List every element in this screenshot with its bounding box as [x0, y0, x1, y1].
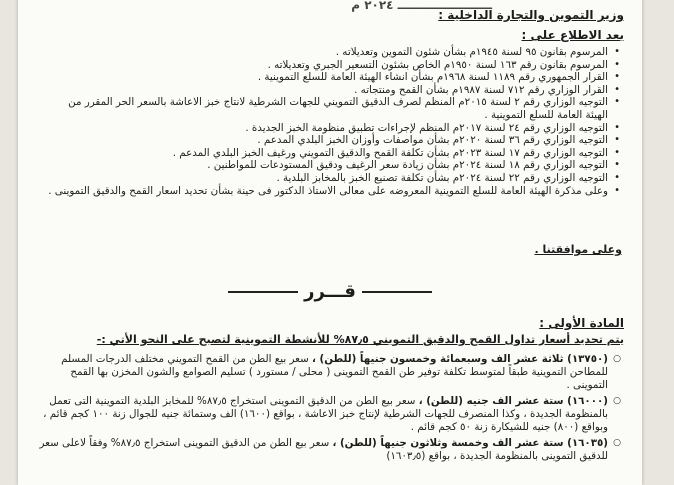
- decision-rule-right: [362, 291, 432, 293]
- reference-item: • القرار الوزاري رقم ٧١٢ لسنة ١٩٨٧م بشأن القمح ومنتجاته .: [48, 84, 608, 97]
- price-item: [38, 353, 608, 392]
- reference-item: • المرسوم بقانون ٩٥ لسنة ١٩٤٥م بشأن شئون التموين وتعديلاته .: [48, 46, 608, 59]
- decision-rule-left: [228, 291, 298, 293]
- decision-heading: [18, 281, 642, 302]
- minister-title: وزير التموين والتجارة الداخلية :: [438, 8, 624, 22]
- after-review-heading: بعد الاطلاع على :: [521, 28, 624, 42]
- price-amount: (١٦٠٠٠) ستة عشر الف جنيه (للطن) ،: [418, 395, 608, 407]
- article-intro: يتم تحديد أسعار تداول القمح والدقيق التمويني ٨٧٫٥% للأنشطة التموينية لتصبح على النحو الأتي :-: [96, 333, 624, 346]
- reference-item: • التوجيه الوزاري رقم ٢ لسنة ٢٠١٥م المنظم لصرف الدقيق التمويني للجهات الشرطية لانتاج خبز الاعاشة بالسعر الحر المقرر من الهيئة العامة للسلع التموينية .: [48, 96, 608, 121]
- reference-item: • التوجيه الوزاري رقم ٢٤ لسنة ٢٠١٧م المنظم لإجراءات تطبيق منظومة الخبز الجديدة .: [48, 122, 608, 135]
- price-description: سعر بيع الطن من القمح التمويني مختلف الدرجات المسلم للمطاحن التموينية طبقاً لمتوسط تكلفة توفير طن القمح التموينى ( محلى / مستورد ) تسليم الصوامع والشون المخزن بها القمح التموينى .: [61, 353, 608, 391]
- article-title: المادة الأولى :: [539, 316, 624, 330]
- price-description: سعر بيع الطن من الدقيق التموينى استخراج ٨٧٫٥% وفقاً لاعلى سعر للدقيق التموينى بالمنظومة الجديدة ، بواقع (١٦٠٣٫٥): [39, 437, 608, 462]
- price-amount: (١٣٧٥٠) ثلاثة عشر الف وسبعمائة وخمسون جنيهاً (للطن) ،: [312, 353, 608, 365]
- price-amount: (١٦٠٣٥) ستة عشر الف وخمسة وثلاثون جنيهاً (للطن) ،: [332, 437, 608, 449]
- decision-title: قـــرر: [304, 281, 356, 302]
- price-item: [38, 395, 608, 434]
- price-items-list: [38, 353, 622, 466]
- reference-item: • التوجيه الوزاري رقم ٢٢ لسنة ٢٠٢٤م بشأن تكلفة تصنيع الخبز بالمخابز البلدية .: [48, 172, 608, 185]
- header-date-line: ـــــــــــــــــــــــ ۲۰۲٤ م: [351, 0, 492, 12]
- reference-item: • التوجيه الوزاري رقم ١٧ لسنة ٢٠٢٣م بشأن تكلفة القمح والدقيق التمويني ورغيف الخبز البلدي المدعم .: [48, 147, 608, 160]
- references-list: [48, 46, 622, 197]
- reference-item: • القرار الجمهوري رقم ١١٨٩ لسنة ١٩٦٨م بشأن انشاء الهيئة العامة للسلع التموينية .: [48, 71, 608, 84]
- price-item: [38, 437, 608, 463]
- reference-item: • التوجيه الوزاري رقم ٣٦ لسنة ٢٠٢٠م بشأن مواصفات وأوزان الخبز البلدي المدعم .: [48, 134, 608, 147]
- document-page: [18, 0, 642, 485]
- reference-item: • المرسوم بقانون رقم ١٦٣ لسنة ١٩٥٠م الخاص بشئون التسعير الجبري وتعديلاته .: [48, 59, 608, 72]
- agreement-line: وعلى موافقتنا .: [534, 243, 622, 256]
- reference-item: • وعلى مذكرة الهيئة العامة للسلع التموينية المعروضه على معالى الاستاذ الدكتور فى حينة بشأن تحديد اسعار القمح والدقيق التموينى .: [48, 185, 608, 198]
- price-description: سعر بيع الطن من الدقيق التموينى استخراج ٨٧٫٥% للمخابز البلدية التموينية التى تعمل بالمنظومة الجديدة ، وكذا المنصرف للجهات الشرطية لإنتاج خبز الاعاشة ، بواقع (١٦٠٠) الف وستمائة جنيه للجوال زنة ١٠٠ كجم قائم ، وبواقع (٨٠٠) جنيه للشيكارة زنة ٥٠ كجم قائم .: [43, 395, 608, 433]
- reference-item: • التوجيه الوزاري رقم ١٨ لسنة ٢٠٢٤م بشأن زيادة سعر الرغيف ودقيق المستودعات للمواطنين .: [48, 159, 608, 172]
